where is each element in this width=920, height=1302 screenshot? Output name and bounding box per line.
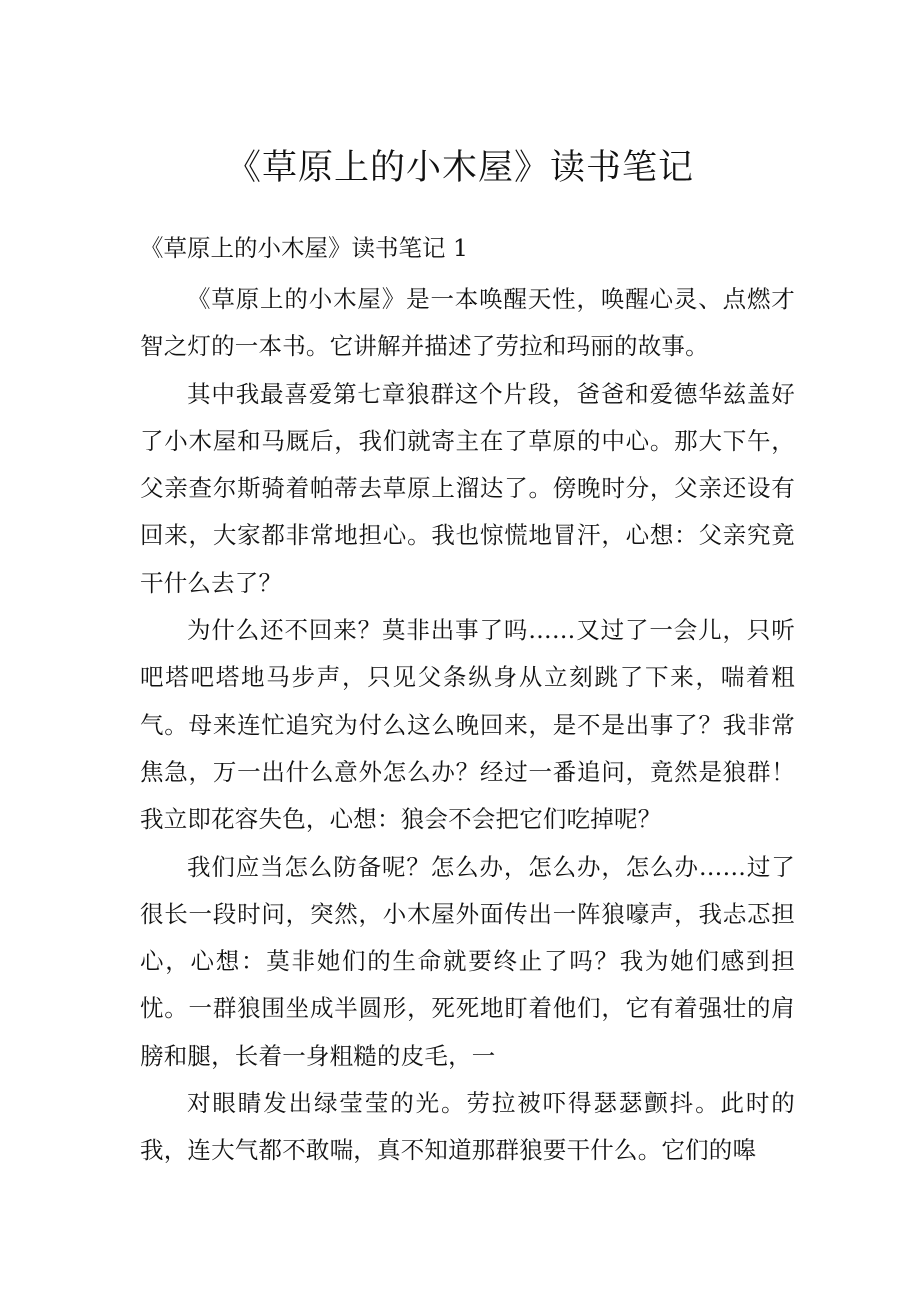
paragraph: 《草原上的小木屋》是一本唤醒天性，唤醒心灵、点燃才智之灯的一本书。它讲解并描述了劳拉和玛丽的故事。 xyxy=(140,285,795,361)
paragraph: 我们应当怎么防备呢？怎么办，怎么办，怎么办……过了很长一段时问，突然，小木屋外面传出一阵狼嚎声，我忐忑担心，心想：莫非她们的生命就要终止了吗？我为她们感到担忧。一群狼围坐成半圆形，死死地盯着他们，它有着强壮的肩膀和腿，长着一身粗糙的皮毛，一 xyxy=(140,852,795,1070)
paragraph: 其中我最喜爱第七章狼群这个片段，爸爸和爱德华兹盖好了小木屋和马厩后，我们就寄主在了草原的中心。那大下午，父亲查尔斯骑着帕蒂去草原上溜达了。傍晚时分，父亲还设有回来，大家都非常地担心。我也惊慌地冒汗，心想：父亲究竟干什么去了？ xyxy=(140,379,795,597)
paragraph: 为什么还不回来？莫非出事了吗……又过了一会儿，只听吧塔吧塔地马步声，只见父条纵身从立刻跳了下来，喘着粗气。母来连忙追究为付么这么晚回来，是不是出事了？我非常焦急，万一出什么意外怎么办？经过一番追问，竟然是狼群！我立即花容失色，心想：狼会不会把它们吃掉呢？ xyxy=(140,616,795,834)
paragraph: 对眼睛发出绿莹莹的光。劳拉被吓得瑟瑟颤抖。此时的我，连大气都不敢喘，真不知道那群狼要干什么。它们的嗥 xyxy=(140,1089,795,1165)
section-heading: 《草原上的小木屋》读书笔记 1 xyxy=(140,234,468,262)
article-body xyxy=(140,276,795,1175)
document-title: 《草原上的小木屋》读书笔记 xyxy=(225,148,694,188)
